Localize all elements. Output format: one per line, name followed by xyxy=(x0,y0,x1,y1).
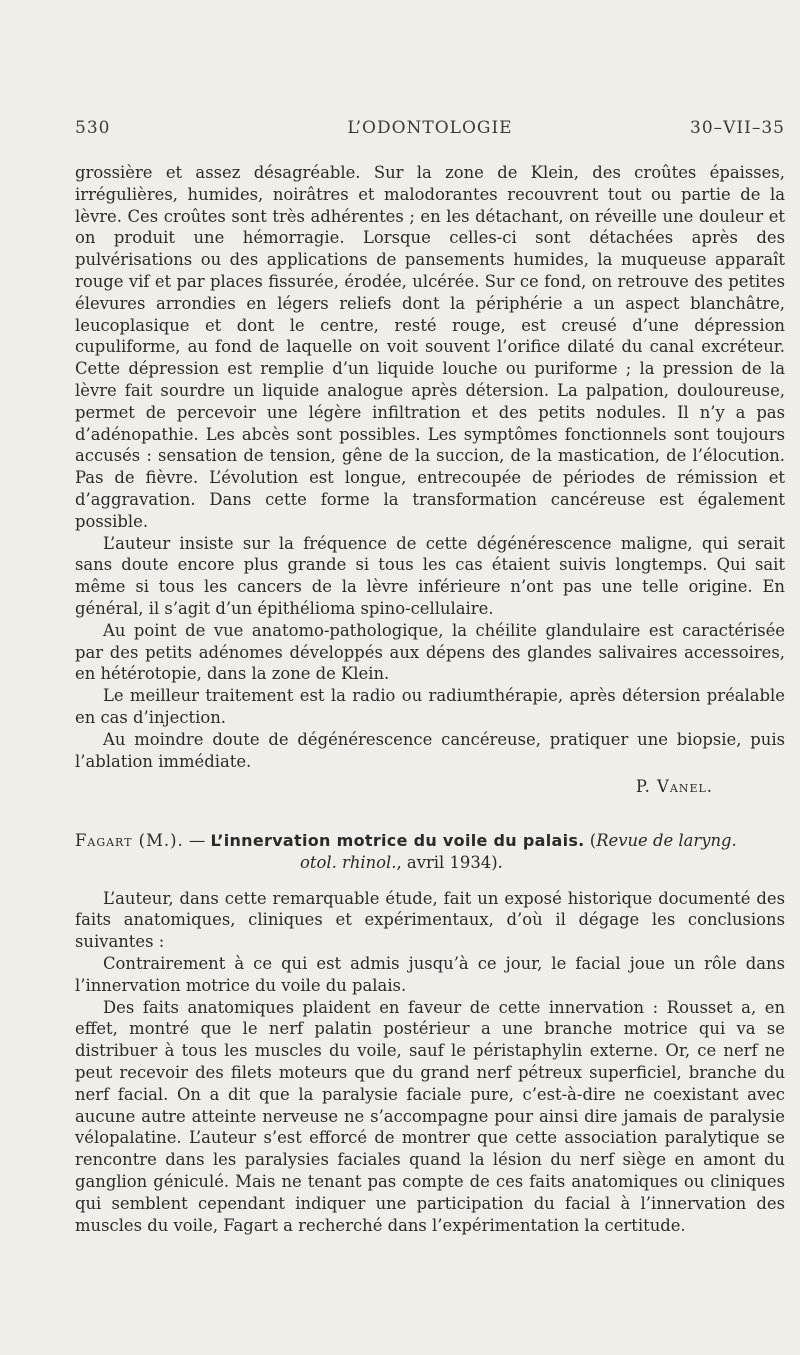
article-title: L’innervation motrice du voile du palais. xyxy=(210,831,585,850)
journal-title: L’ODONTOLOGIE xyxy=(347,118,513,138)
reviewer-signature: P. Vanel. xyxy=(635,777,713,797)
heading-dash: — xyxy=(183,831,211,850)
paragraph: grossière et assez désagréable. Sur la zone de Klein, des croûtes épaisses, irrégulières, humides, noirâtres et malodorantes recouvrent tout ou partie de la lèvre. Ces croûtes sont très adhérentes ; en les détachant, on réveille une douleur et on produit une hémorragie. Lorsque celles-ci sont détachées après des pulvérisations ou des applications de pansements humides, la muqueuse apparaît rouge vif et par places fissurée, érodée, ulcérée. Sur ce fond, on retrouve des petites élevures arrondies en légers reliefs dont la périphérie a un aspect blanchâtre, leucoplasique et dont le centre, resté rouge, est creusé d’une dépression cupuliforme, au fond de laquelle on voit souvent l’orifice dilaté du canal excréteur. Cette dépression est remplie d’un liquide louche ou puriforme ; la pression de la lèvre fait sourdre un liquide analogue après détersion. La palpation, douloureuse, permet de percevoir une légère infiltration et des petits nodules. Il n’y a pas d’adénopathie. Les abcès sont possibles. Les symptômes fonctionnels sont toujours accusés : sensation de tension, gêne de la succion, de la mastication, de l’élocution. Pas de fièvre. L’évolution est longue, entrecoupée de périodes de rémission et d’aggravation. Dans cette forme la transformation cancéreuse est également possible. xyxy=(75,163,785,531)
ref-journal-cont: otol. rhinol. xyxy=(300,852,397,872)
paragraph: Le meilleur traitement est la radio ou radiumthérapie, après détersion préalable en cas d’injection. xyxy=(75,686,785,727)
paragraph: L’auteur insiste sur la fréquence de cette dégénérescence maligne, qui serait sans doute encore plus grande si tous les cas étaient suivis longtemps. Qui sait même si tous les cancers de la lèvre inférieure n’ont pas une telle origine. En général, il s’agit d’un épithélioma spino-cellulaire. xyxy=(75,533,785,618)
running-header xyxy=(75,118,785,140)
article-author: Fagart (M.). xyxy=(75,831,184,850)
issue-date: 30–VII–35 xyxy=(690,118,785,138)
paragraph: Des faits anatomiques plaident en faveur de cette innervation : Rousset a, en effet, montré que le nerf palatin postérieur a une branche motrice qui va se distribuer à tous les muscles du voile, sauf le péristaphylin externe. Or, ce nerf ne peut recevoir des filets moteurs que du grand nerf pétreux superficiel, branche du nerf facial. On a dit que la paralysie faciale pure, c’est-à-dire ne coexistant avec aucune autre atteinte nerveuse ne s’accompagne pour ainsi dire jamais de paralysie vélopalatine. L’auteur s’est efforcé de montrer que cette association paralytique se rencontre dans les paralysies faciales quand la lésion du nerf siège en amont du ganglion géniculé. Mais ne tenant pas compte de ces faits anatomiques ou cliniques qui semblent cependant indiquer une participation du facial à l’innervation des muscles du voile, Fagart a recherché dans l’expérimentation la certitude. xyxy=(75,997,785,1235)
paragraph: Contrairement à ce qui est admis jusqu’à ce jour, le facial joue un rôle dans l’innervation motrice du voile du palais. xyxy=(75,953,785,995)
paragraph: L’auteur, dans cette remarquable étude, fait un exposé historique documenté des faits anatomiques, cliniques et expérimentaux, d’où il dégage les conclusions suivantes : xyxy=(75,888,785,952)
ref-journal: Revue de laryng. xyxy=(596,831,737,850)
page-number: 530 xyxy=(75,118,111,138)
review-continuation xyxy=(75,162,785,798)
paragraph: Au point de vue anatomo-pathologique, la chéilite glandulaire est caractérisée par des petits adénomes développés aux dépens des glandes salivaires accessoires, en hétérotopie, dans la zone de Klein. xyxy=(75,620,785,684)
abstract-article xyxy=(75,830,785,1236)
article-heading xyxy=(75,830,785,874)
ref-open: ( xyxy=(584,831,597,850)
ref-date: , avril 1934). xyxy=(396,852,503,872)
paragraph: Au moindre doute de dégénérescence cancéreuse, pratiquer une biopsie, puis l’ablation immédiate. xyxy=(75,729,785,771)
